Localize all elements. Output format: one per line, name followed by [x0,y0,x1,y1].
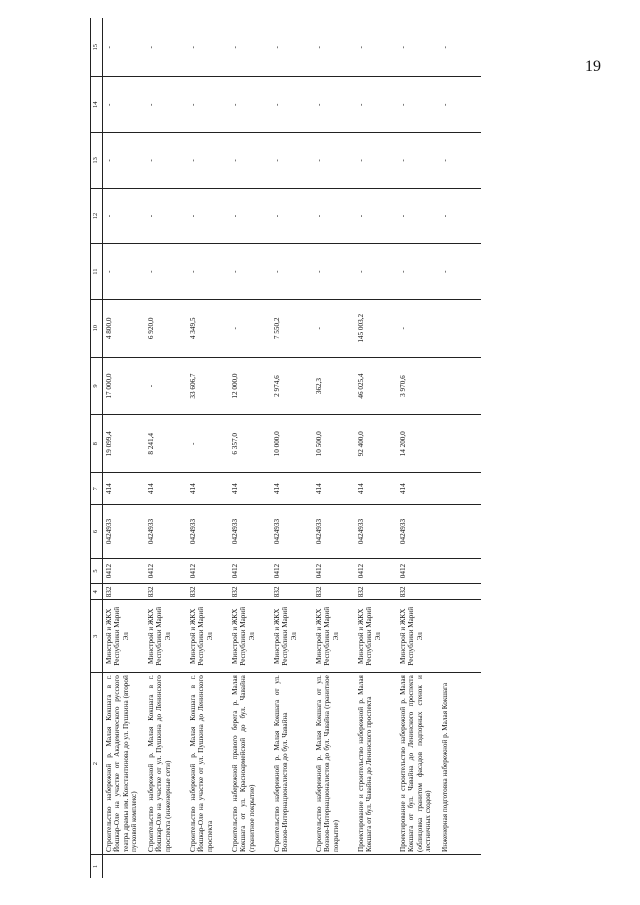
table-cell-c11: - [313,244,355,300]
table-cell-c8: - [187,415,229,473]
table-cell-c7: 414 [229,473,271,505]
col-header: 10 [91,299,103,357]
table-cell-c9: 17 000,0 [103,357,146,415]
table-cell-c12: - [355,188,397,244]
col-header: 6 [91,505,103,558]
table-body [103,18,482,878]
col-header: 2 [91,673,103,855]
table-cell-c11: - [397,244,439,300]
table-cell-c6 [439,505,481,558]
table-cell-c3: Минстрой и ЖКХ Республики Марий Эл [187,600,229,673]
table-cell-c6: 0424933 [145,505,187,558]
table-cell-c5: 0412 [103,558,146,584]
table-cell-c2: Проектирование и строительство набережной р. Малая Кокшага от бул. Чавайна до Ленинского проспекта [355,673,397,855]
table-cell-c12: - [229,188,271,244]
table-cell-c13: - [271,133,313,189]
table-cell-c14: - [145,77,187,133]
table-cell-c14: - [271,77,313,133]
table-cell-c6: 0424933 [271,505,313,558]
table-row [313,18,355,878]
table-cell-c13: - [103,133,146,189]
col-header: 5 [91,558,103,584]
table-cell-c13: - [229,133,271,189]
table-cell-c10: 6 920,0 [145,299,187,357]
table-cell-c8: 10 000,0 [271,415,313,473]
table-cell-c6: 0424933 [229,505,271,558]
table-cell-c10: 4 800,0 [103,299,146,357]
table-cell-c2: Строительство набережной правого берега р. Малая Кокшага от ул. Красноармейской до бул. Чавайна (гранитное покрытие) [229,673,271,855]
table-cell-c8 [439,415,481,473]
table-cell-c8: 92 400,0 [355,415,397,473]
table-cell-c4: 832 [229,584,271,600]
table-cell-c12: - [439,188,481,244]
table-cell-c1 [271,854,313,878]
table-cell-c9: 362,3 [313,357,355,415]
table-cell-c4: 832 [145,584,187,600]
table-cell-c3: Минстрой и ЖКХ Республики Марий Эл [313,600,355,673]
table-cell-c10: - [229,299,271,357]
table-cell-c2: Строительство набережной р. Малая Кокшага в г. Йошкар-Оле на участке от Академического русского театра драмы им. Константинова до ул. Пушкина (второй пусковой комплекс) [103,673,146,855]
col-header: 15 [91,18,103,77]
table-cell-c9 [439,357,481,415]
table-cell-c11: - [145,244,187,300]
table-cell-c12: - [145,188,187,244]
table-cell-c15: - [439,18,481,77]
column-number-header [91,18,103,878]
budget-table [90,18,481,878]
table-cell-c2: Строительство набережной р. Малая Кокшага от ул. Вознов-Интернационалистов до бул. Чавайна [271,673,313,855]
table-row [229,18,271,878]
table-row [103,18,146,878]
table-cell-c10: - [397,299,439,357]
table-cell-c5: 0412 [145,558,187,584]
col-header: 12 [91,188,103,244]
table-cell-c5: 0412 [313,558,355,584]
table-cell-c7: 414 [313,473,355,505]
table-cell-c2: Инженерная подготовка набережной р. Малая Кокшага [439,673,481,855]
table-cell-c15: - [145,18,187,77]
table-cell-c8: 19 099,4 [103,415,146,473]
table-cell-c4: 832 [187,584,229,600]
table-cell-c7: 414 [145,473,187,505]
table-cell-c15: - [397,18,439,77]
rotated-table-wrapper [90,18,510,878]
table-cell-c12: - [187,188,229,244]
table-cell-c4: 832 [313,584,355,600]
table-cell-c12: - [103,188,146,244]
table-cell-c9: 12 000,0 [229,357,271,415]
table-cell-c6: 0424933 [397,505,439,558]
table-cell-c5: 0412 [271,558,313,584]
table-cell-c15: - [187,18,229,77]
table-cell-c9: 46 025,4 [355,357,397,415]
table-cell-c10: 7 550,2 [271,299,313,357]
table-cell-c2: Строительство набережной р. Малая Кокшага в г. Йошкар-Оле на участке от ул. Пушкина до Ленинского проспекта [187,673,229,855]
table-cell-c14: - [355,77,397,133]
table-cell-c12: - [271,188,313,244]
table-cell-c6: 0424933 [187,505,229,558]
table-cell-c11: - [271,244,313,300]
page-number: 19 [585,58,601,75]
table-cell-c3: Минстрой и ЖКХ Республики Марий Эл [145,600,187,673]
table-row [187,18,229,878]
table-cell-c2: Проектирование и строительство набережной р. Малая Кокшага от бул. Чавайна до Ленинского проспекта (облицовка гранитом фасадов подпорных стенок и лестничных сходов) [397,673,439,855]
col-header: 11 [91,244,103,300]
table-cell-c4: 832 [271,584,313,600]
col-header: 14 [91,77,103,133]
col-header: 7 [91,473,103,505]
table-cell-c14: - [313,77,355,133]
table-cell-c1 [145,854,187,878]
table-cell-c4: 832 [397,584,439,600]
table-cell-c2: Строительство набережной р. Малая Кокшага от ул. Вознов-Интернационалистов до бул. Чавайна (гранитное покрытие) [313,673,355,855]
table-cell-c8: 14 200,0 [397,415,439,473]
col-header: 8 [91,415,103,473]
col-header: 3 [91,600,103,673]
table-cell-c13: - [439,133,481,189]
table-cell-c1 [103,854,146,878]
table-cell-c13: - [355,133,397,189]
table-cell-c7: 414 [271,473,313,505]
table-cell-c14: - [103,77,146,133]
table-cell-c5: 0412 [187,558,229,584]
table-cell-c3: Минстрой и ЖКХ Республики Марий Эл [397,600,439,673]
table-cell-c14: - [439,77,481,133]
table-cell-c11: - [355,244,397,300]
table-cell-c5 [439,558,481,584]
table-cell-c1 [187,854,229,878]
table-cell-c12: - [397,188,439,244]
table-cell-c14: - [229,77,271,133]
table-cell-c15: - [103,18,146,77]
table-cell-c6: 0424933 [355,505,397,558]
table-cell-c2: Строительство набережной р. Малая Кокшага в г. Йошкар-Оле на участке от ул. Пушкина до Ленинского проспекта (инженерные сети) [145,673,187,855]
table-cell-c1 [229,854,271,878]
table-cell-c4: 832 [355,584,397,600]
table-row [271,18,313,878]
table-cell-c14: - [187,77,229,133]
col-header: 9 [91,357,103,415]
table-cell-c15: - [355,18,397,77]
table-cell-c10: 145 003,2 [355,299,397,357]
table-cell-c15: - [271,18,313,77]
table-cell-c4: 832 [103,584,146,600]
table-cell-c13: - [397,133,439,189]
table-cell-c7 [439,473,481,505]
table-cell-c7: 414 [103,473,146,505]
table-cell-c10: 4 349,5 [187,299,229,357]
table-cell-c13: - [145,133,187,189]
table-cell-c11: - [439,244,481,300]
table-cell-c1 [439,854,481,878]
table-cell-c14: - [397,77,439,133]
col-header: 4 [91,584,103,600]
table-cell-c13: - [187,133,229,189]
table-cell-c1 [355,854,397,878]
table-cell-c7: 414 [355,473,397,505]
table-cell-c6: 0424933 [103,505,146,558]
table-cell-c13: - [313,133,355,189]
table-cell-c9: - [145,357,187,415]
table-cell-c10 [439,299,481,357]
table-cell-c9: 33 606,7 [187,357,229,415]
col-header: 1 [91,854,103,878]
table-cell-c15: - [313,18,355,77]
table-cell-c1 [313,854,355,878]
table-cell-c9: 2 974,6 [271,357,313,415]
table-cell-c1 [397,854,439,878]
table-cell-c5: 0412 [229,558,271,584]
table-cell-c3: Минстрой и ЖКХ Республики Марий Эл [271,600,313,673]
col-header: 13 [91,133,103,189]
table-row [397,18,439,878]
table-row [145,18,187,878]
table-cell-c6: 0424933 [313,505,355,558]
table-cell-c11: - [229,244,271,300]
table-cell-c3: Минстрой и ЖКХ Республики Марий Эл [355,600,397,673]
table-cell-c11: - [187,244,229,300]
table-cell-c3 [439,600,481,673]
table-cell-c11: - [103,244,146,300]
table-cell-c3: Минстрой и ЖКХ Республики Марий Эл [229,600,271,673]
table-row [355,18,397,878]
table-row [439,18,481,878]
table-cell-c12: - [313,188,355,244]
table-cell-c5: 0412 [355,558,397,584]
table-cell-c5: 0412 [397,558,439,584]
table-cell-c3: Минстрой и ЖКХ Республики Марий Эл [103,600,146,673]
table-cell-c8: 10 500,0 [313,415,355,473]
table-cell-c9: 3 970,6 [397,357,439,415]
table-cell-c4 [439,584,481,600]
table-cell-c8: 8 241,4 [145,415,187,473]
table-cell-c7: 414 [187,473,229,505]
table-cell-c15: - [229,18,271,77]
table-cell-c7: 414 [397,473,439,505]
table-cell-c8: 6 357,0 [229,415,271,473]
table-cell-c10: - [313,299,355,357]
